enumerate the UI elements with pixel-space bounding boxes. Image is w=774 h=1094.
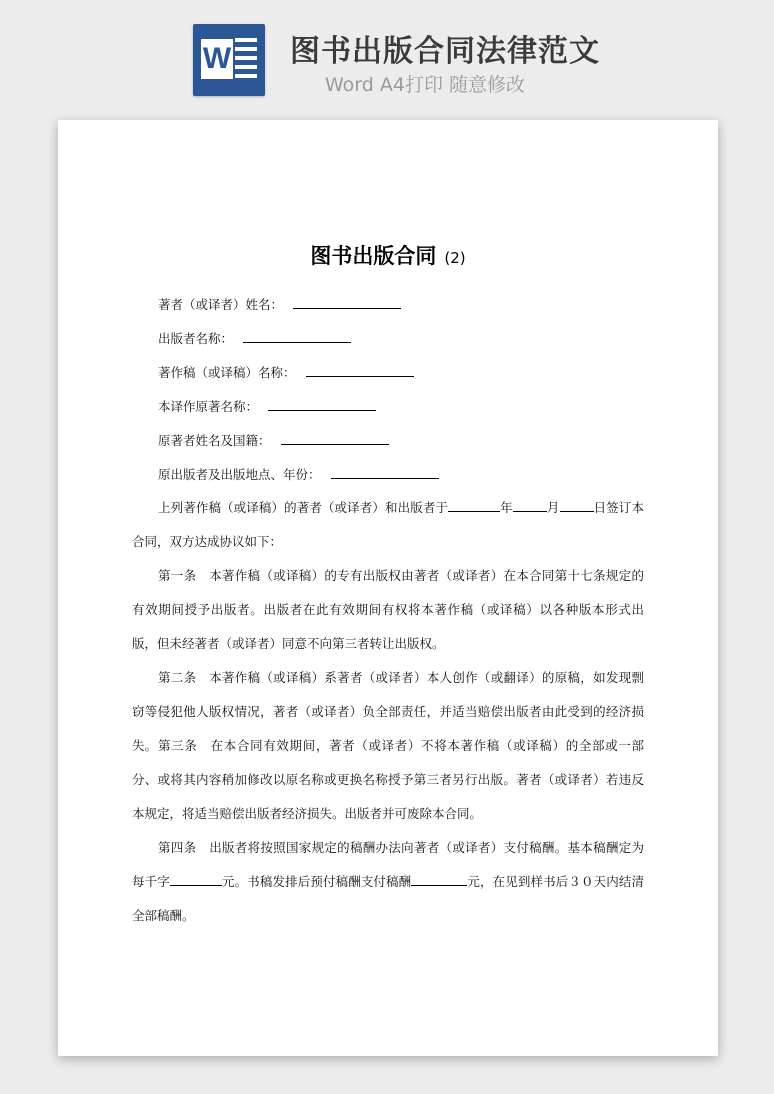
article-4-text-2: 元。书稿发排后预付稿酬支付稿酬 [221,874,412,889]
field-label: 著者（或译者）姓名： [158,297,284,312]
banner-title: 图书出版合同法律范文 [290,34,600,69]
fill-in-blank [411,871,467,886]
field-label: 著作稿（或译稿）名称： [158,365,296,380]
article-3: 第三条 在本合同有效期间，著者（或译者）不将本著作稿（或译稿）的全部或一部分、或将其内容稍加修改以原名称或更换名称授予第三者另行出版。著者（或译者）若违反本规定，将适当赔偿出版者经济损失。出版者并可废除本合同。 [132,738,644,821]
field-original-publisher-info [158,464,439,485]
fill-in-blank [243,328,351,343]
intro-month: 月 [546,500,560,515]
article-4-text-3: 元，在见到样书后３０天内结清全部稿酬。 [132,874,644,923]
document-title-suffix: (2) [444,249,466,267]
fill-in-blank [560,497,594,512]
document-lines-icon [235,38,257,83]
field-label: 原著者姓名及国籍： [158,433,271,448]
intro-year: 年 [500,500,513,515]
field-publisher-name [158,328,351,349]
fill-in-blank [513,497,547,512]
intro-text-2: 日签订本合同，双方达成协议如下： [132,500,644,549]
fill-in-blank [281,430,389,445]
fill-in-blank [293,294,401,309]
intro-text-1: 上列著作稿（或译稿）的著者（或译者）和出版者于 [158,500,449,515]
fill-in-blank [268,396,376,411]
fill-in-blank [170,871,222,886]
field-label: 出版者名称： [158,331,234,346]
field-original-work-name [158,396,376,417]
word-letter-icon: W [201,39,233,79]
fill-in-blank [306,362,414,377]
article-4 [132,831,644,933]
document-title [58,240,718,270]
field-label: 本译作原著名称： [158,399,259,414]
fill-in-blank [448,497,500,512]
field-author-name [158,294,401,315]
field-label: 原出版者及出版地点、年份： [158,467,321,482]
field-original-author-nationality [158,430,389,451]
word-document-icon [193,24,265,96]
document-page [58,120,718,1056]
banner-subtitle: Word A4打印 随意修改 [325,74,526,96]
article-2: 第二条 本著作稿（或译稿）系著者（或译者）本人创作（或翻译）的原稿，如发现剽窃等侵犯他人版权情况，著者（或译者）负全部责任，并适当赔偿出版者由此受到的经济损失。 [132,670,644,753]
intro-paragraph [132,491,644,559]
field-manuscript-name [158,362,414,383]
header-banner [0,0,774,110]
document-title-text: 图书出版合同 [310,244,437,268]
article-1: 第一条 本著作稿（或译稿）的专有出版权由著者（或译者）在本合同第十七条规定的有效期间授予出版者。出版者在此有效期间有权将本著作稿（或译稿）以各种版本形式出版，但未经著者（或译者）同意不向第三者转让出版权。 [132,568,644,651]
fill-in-blank [331,464,439,479]
article-4-text-1: 第四条 出版者将按照国家规定的稿酬办法向著者（或译者）支付稿酬。基本稿酬定为每千字 [132,840,644,889]
